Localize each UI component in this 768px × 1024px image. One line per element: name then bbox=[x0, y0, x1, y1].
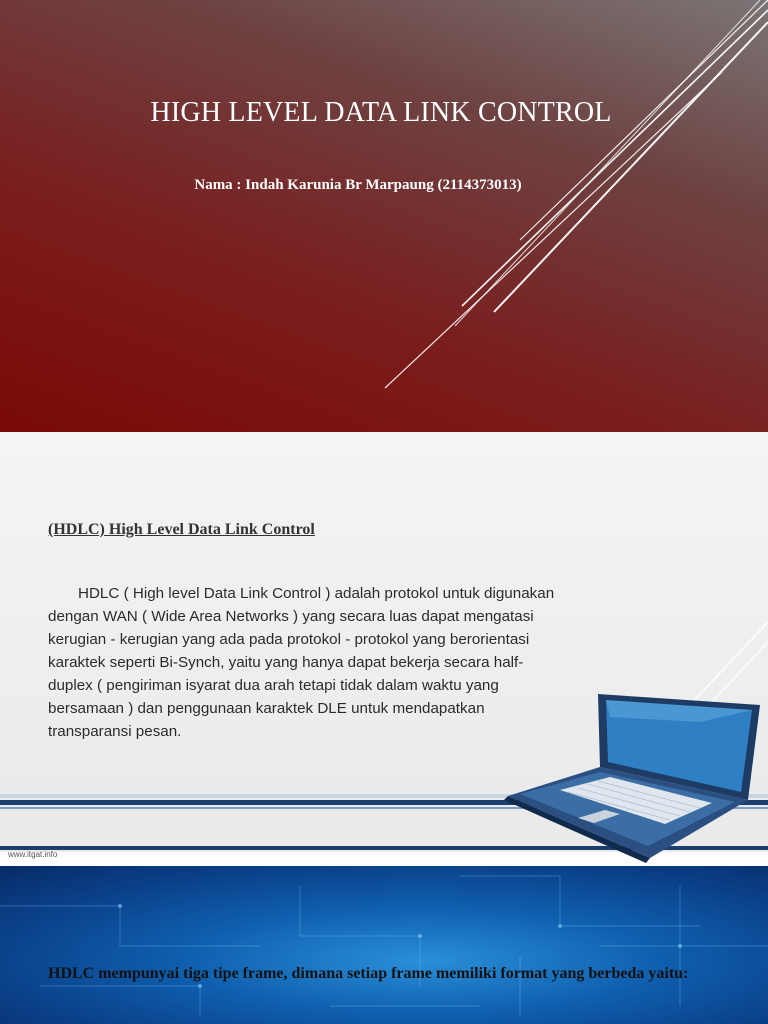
author-line: Nama : Indah Karunia Br Marpaung (2114373013) bbox=[194, 177, 522, 193]
decorative-lines bbox=[0, 0, 768, 432]
body-paragraph: HDLC ( High level Data Link Control ) adalah protokol untuk digunakan dengan WAN ( Wide Area Networks ) yang secara luas dapat mengatasi kerugian - kerugian yang ada pada protokol - protokol yang berorientasi karaktek seperti Bi-Synch, yaitu yang hanya dapat bekerja secara half-duplex ( pengiriman isyarat dua arah tetapi tidak dalam waktu yang bersamaan ) dan penggunaan karaktek DLE untuk mendapatkan transparansi pesan. bbox=[48, 585, 555, 740]
frame-types-slide bbox=[0, 866, 768, 1024]
frame-types-intro: HDLC mempunyai tiga tipe frame, dimana setiap frame memiliki format yang berbeda yaitu: bbox=[48, 965, 689, 982]
section-heading: (HDLC) High Level Data Link Control bbox=[48, 521, 315, 538]
title-slide bbox=[0, 0, 768, 432]
slide-title: HIGH LEVEL DATA LINK CONTROL bbox=[150, 97, 612, 128]
content-slide bbox=[0, 432, 768, 866]
circuit-background bbox=[0, 866, 768, 1024]
website-watermark: www.itgat.info bbox=[8, 850, 58, 859]
laptop-icon bbox=[0, 432, 768, 866]
